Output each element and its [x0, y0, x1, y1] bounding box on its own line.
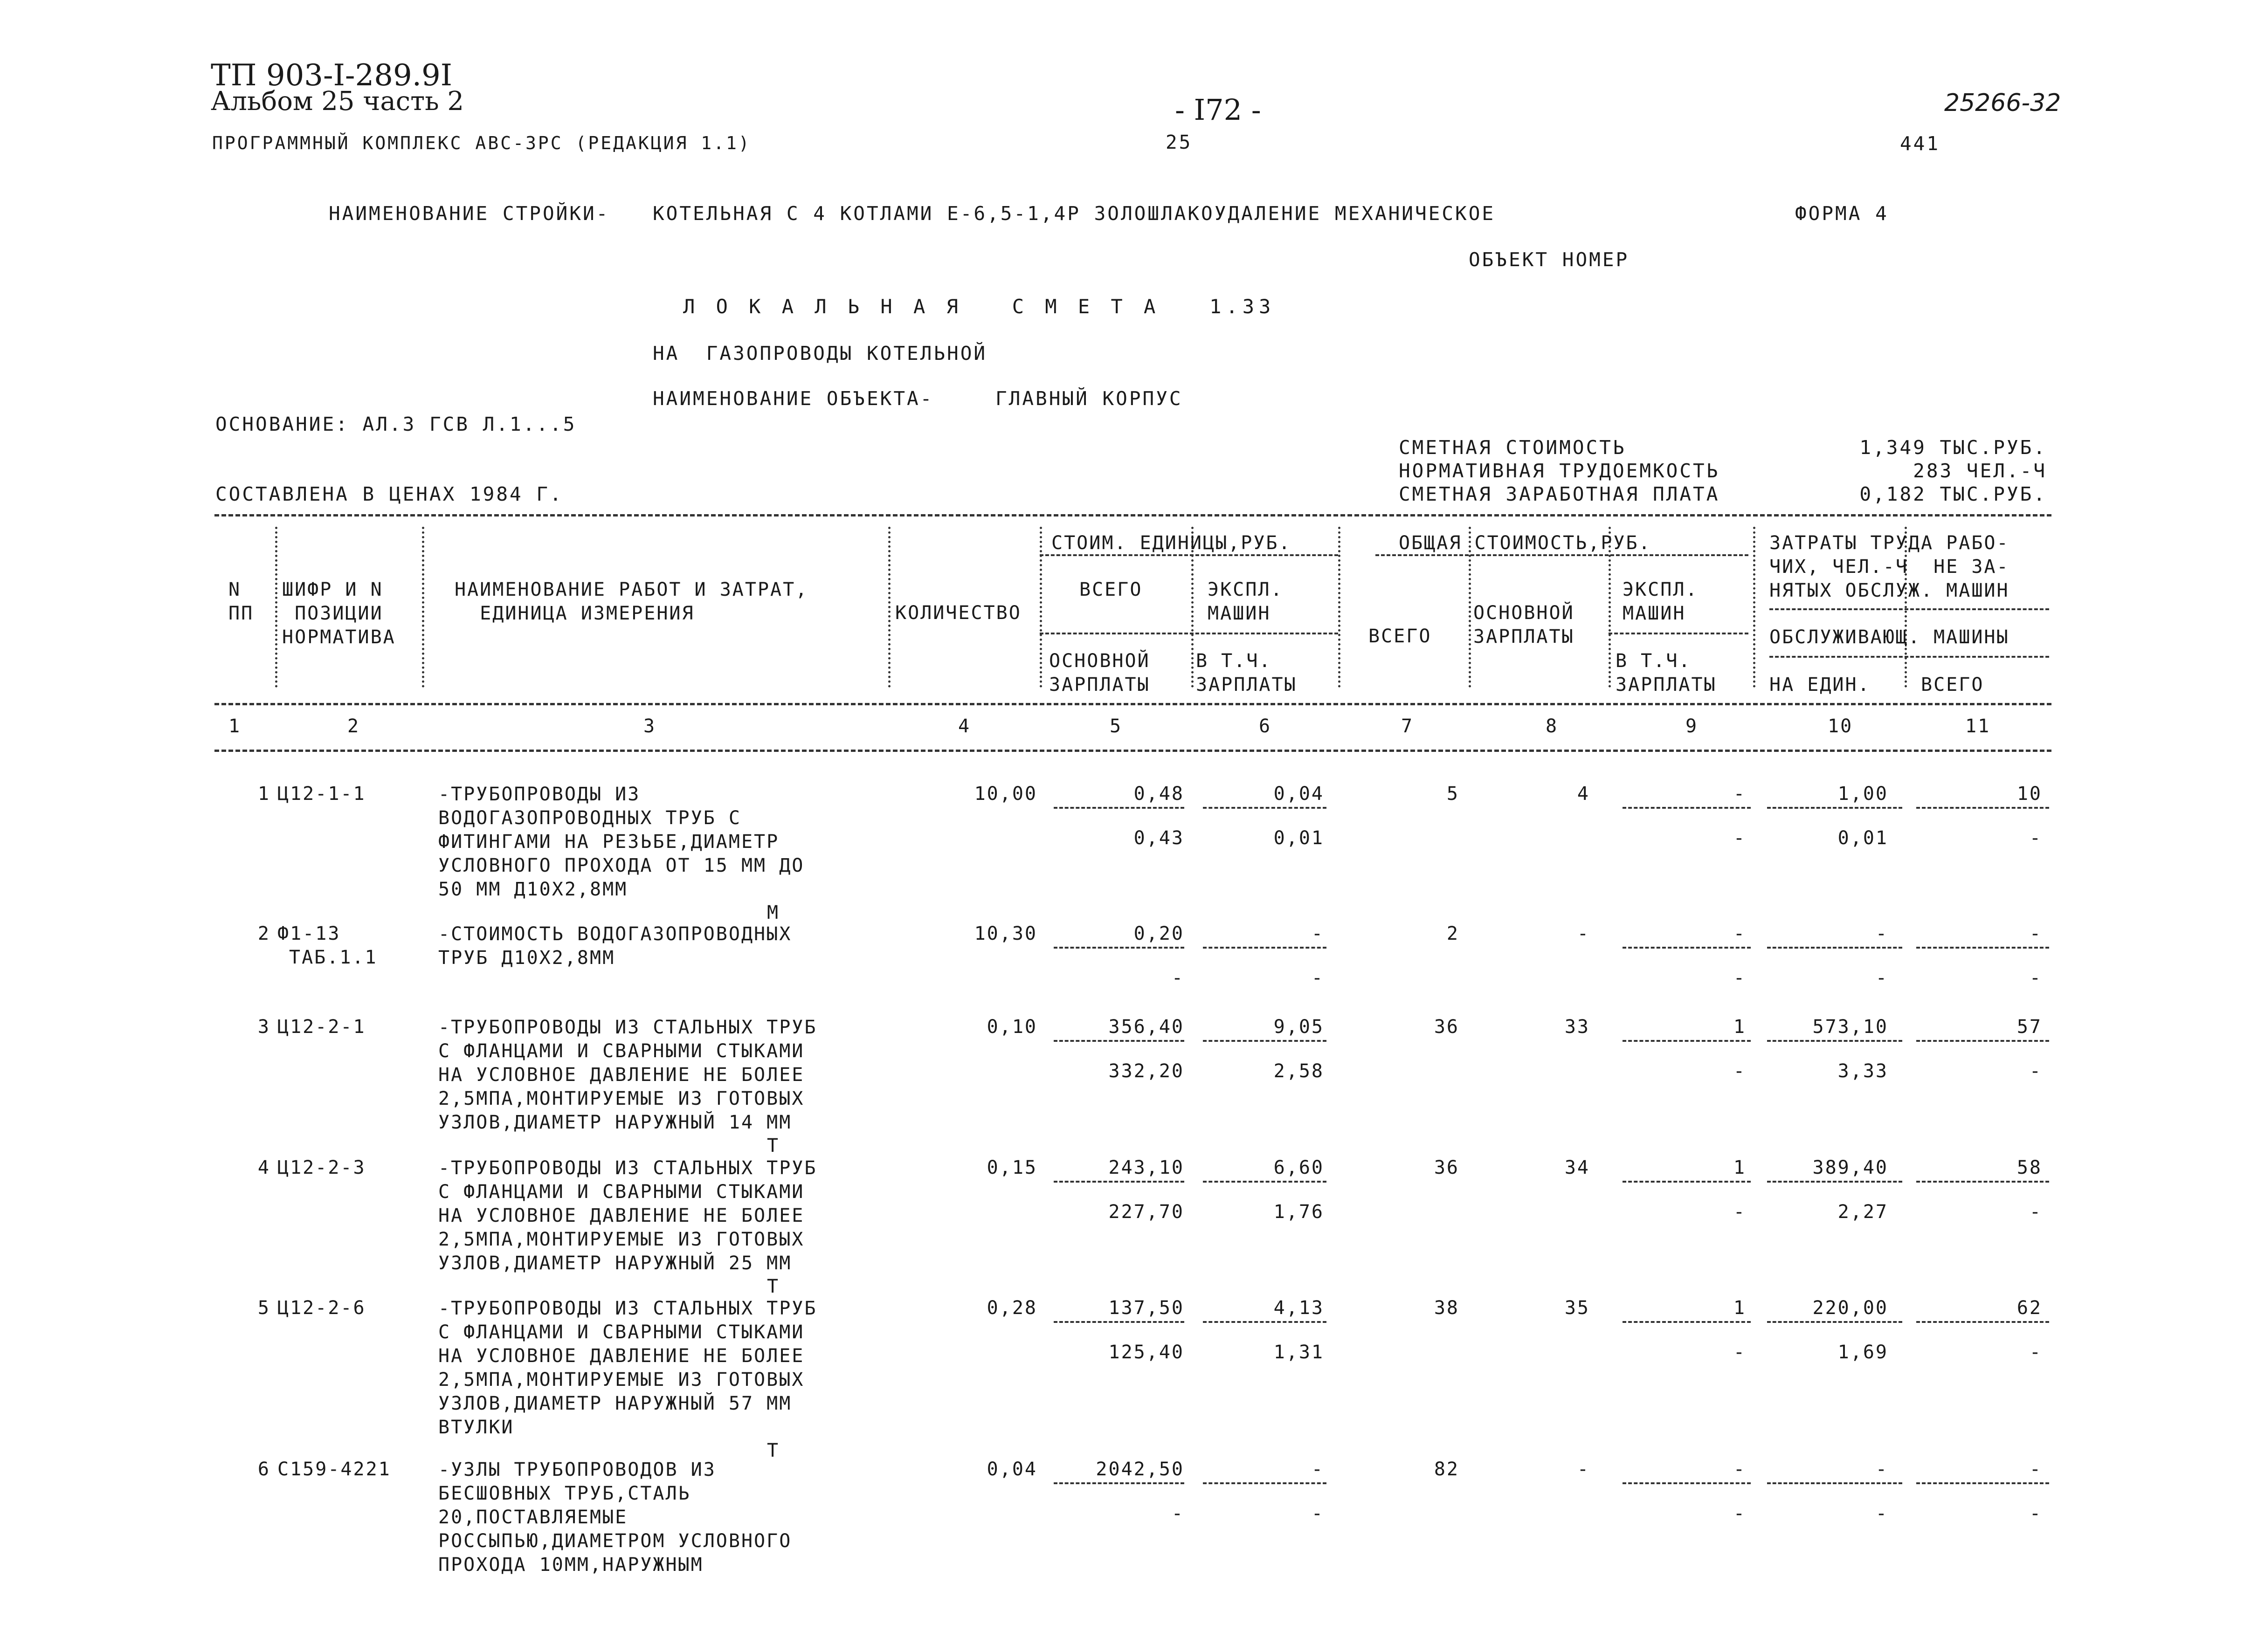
column-number: 7 — [1401, 716, 1414, 737]
th-name: НАИМЕНОВАНИЕ РАБОТ И ЗАТРАТ, ЕДИНИЦА ИЗМЕРЕНИЯ — [455, 579, 808, 624]
row-description: -ТРУБОПРОВОДЫ ИЗ СТАЛЬНЫХ ТРУБ С ФЛАНЦАМИ И СВАРНЫМИ СТЫКАМИ НА УСЛОВНОЕ ДАВЛЕНИЕ НЕ БОЛЕЕ 2,5МПА,МОНТИРУЕМЫЕ ИЗ ГОТОВЫХ УЗЛОВ,ДИАМЕТР НАРУЖНЫЙ 25 ММ — [438, 1157, 817, 1274]
row-code: Ц12-2-3 — [277, 1157, 366, 1178]
cell-rule — [1623, 807, 1751, 809]
row-total: 82 — [1434, 1459, 1459, 1480]
row-labor-total: - — [2029, 923, 2042, 944]
row-unit: М — [767, 902, 780, 923]
th-unit-wage: ОСНОВНОЙ ЗАРПЛАТЫ — [1049, 650, 1150, 695]
row-unit-mach: 4,13 — [1273, 1297, 1324, 1319]
cell-rule — [1623, 1181, 1751, 1183]
cell-rule — [1203, 807, 1326, 809]
rule-top — [214, 514, 2051, 516]
row-labor-mach-total: - — [2029, 827, 2042, 849]
cell-rule — [1916, 1040, 2049, 1042]
cell-rule — [1916, 1482, 2049, 1484]
row-quantity: 0,04 — [987, 1459, 1037, 1480]
row-unit-wage: - — [1171, 1503, 1184, 1524]
row-total-mach-wage: - — [1733, 967, 1746, 989]
rule-numbers-top — [214, 703, 2051, 705]
row-labor-mach-total: - — [2029, 1201, 2042, 1223]
row-unit-mach-wage: - — [1311, 967, 1324, 989]
row-code-extra: ТАБ.1.1 — [289, 947, 378, 968]
row-total-mach: - — [1733, 783, 1746, 805]
summary-label-wage: СМЕТНАЯ ЗАРАБОТНАЯ ПЛАТА — [1399, 483, 1720, 505]
row-labor-unit: - — [1875, 923, 1888, 944]
th-unit-total: ВСЕГО — [1079, 579, 1143, 600]
row-unit-total: 243,10 — [1108, 1157, 1184, 1178]
row-code: С159-4221 — [277, 1459, 391, 1480]
row-unit-mach: 6,60 — [1273, 1157, 1324, 1178]
th-rule-3 — [1040, 633, 1338, 634]
summary-value-labor: 283 ЧЕЛ.-Ч — [1913, 460, 2047, 482]
basis-line: ОСНОВАНИЕ: АЛ.3 ГСВ Л.1...5 — [215, 413, 577, 435]
row-unit-mach-wage: 2,58 — [1273, 1060, 1324, 1082]
th-total-cost: ОБЩАЯ СТОИМОСТЬ,РУБ. — [1399, 532, 1651, 554]
row-unit-total: 0,20 — [1133, 923, 1184, 944]
row-total: 38 — [1434, 1297, 1459, 1319]
cell-rule — [1916, 807, 2049, 809]
row-quantity: 10,30 — [974, 923, 1037, 944]
column-number: 6 — [1259, 716, 1272, 737]
construction-label: НАИМЕНОВАНИЕ СТРОЙКИ- — [329, 202, 610, 225]
row-quantity: 0,28 — [987, 1297, 1037, 1319]
row-unit-mach-wage: 1,76 — [1273, 1201, 1324, 1223]
th-rule-6 — [1769, 656, 2049, 658]
th-unit-mach: ЭКСПЛ. МАШИН — [1208, 579, 1284, 624]
column-number: 8 — [1546, 716, 1559, 737]
row-unit-wage: 0,43 — [1133, 827, 1184, 849]
rule-numbers-bottom — [214, 750, 2051, 752]
column-number: 9 — [1685, 716, 1699, 737]
row-total-mach: - — [1733, 923, 1746, 944]
row-labor-total: 58 — [2016, 1157, 2042, 1178]
row-number: 3 — [257, 1016, 270, 1038]
cell-rule — [1767, 1181, 1902, 1183]
row-unit: Т — [767, 1276, 780, 1297]
row-description: -ТРУБОПРОВОДЫ ИЗ СТАЛЬНЫХ ТРУБ С ФЛАНЦАМИ И СВАРНЫМИ СТЫКАМИ НА УСЛОВНОЕ ДАВЛЕНИЕ НЕ БОЛЕЕ 2,5МПА,МОНТИРУЕМЫЕ ИЗ ГОТОВЫХ УЗЛОВ,ДИАМЕТР НАРУЖНЫЙ 14 ММ — [438, 1017, 817, 1133]
row-total-mach-wage: - — [1733, 827, 1746, 849]
th-quantity: КОЛИЧЕСТВО — [895, 602, 1022, 624]
prices-basis: СОСТАВЛЕНА В ЦЕНАХ 1984 Г. — [215, 483, 563, 505]
row-total-wage: - — [1577, 923, 1590, 944]
row-unit-mach: 0,04 — [1273, 783, 1324, 805]
summary-value-cost: 1,349 ТЫС.РУБ. — [1859, 436, 2047, 459]
summary-value-wage: 0,182 ТЫС.РУБ. — [1859, 483, 2047, 505]
object-label: НАИМЕНОВАНИЕ ОБЪЕКТА- — [653, 387, 934, 410]
row-labor-mach-unit: - — [1875, 967, 1888, 989]
row-description: -СТОИМОСТЬ ВОДОГАЗОПРОВОДНЫХ ТРУБ Д10Х2,8ММ — [438, 923, 792, 969]
row-number: 2 — [257, 923, 270, 944]
cell-rule — [1916, 947, 2049, 949]
row-total-mach-wage: - — [1733, 1342, 1746, 1363]
th-total-mach: ЭКСПЛ. МАШИН — [1623, 579, 1699, 624]
row-labor-unit: 1,00 — [1837, 783, 1888, 805]
cell-rule — [1203, 1181, 1326, 1183]
row-labor-unit: 573,10 — [1812, 1016, 1888, 1038]
row-unit-mach-wage: 0,01 — [1273, 827, 1324, 849]
th-total-mach-wage: В Т.Ч. ЗАРПЛАТЫ — [1616, 650, 1717, 695]
row-unit-wage: 227,70 — [1108, 1201, 1184, 1223]
column-number: 4 — [958, 716, 971, 737]
th-labor-mach: ОБСЛУЖИВАЮЩ. МАШИНЫ — [1769, 626, 2009, 648]
row-code: Ф1-13 — [277, 923, 341, 944]
row-labor-unit: 220,00 — [1812, 1297, 1888, 1319]
row-labor-total: 10 — [2016, 783, 2042, 805]
row-quantity: 10,00 — [974, 783, 1037, 805]
summary-label-labor: НОРМАТИВНАЯ ТРУДОЕМКОСТЬ — [1399, 460, 1720, 482]
estimate-subject: НА ГАЗОПРОВОДЫ КОТЕЛЬНОЙ — [653, 342, 987, 365]
row-total: 5 — [1446, 783, 1459, 805]
form-label: ФОРМА 4 — [1795, 202, 1889, 225]
row-unit-mach: - — [1311, 1459, 1324, 1480]
row-labor-total: - — [2029, 1459, 2042, 1480]
cell-rule — [1203, 947, 1326, 949]
row-labor-total: 57 — [2016, 1016, 2042, 1038]
row-total-mach: 1 — [1733, 1297, 1746, 1319]
cell-rule — [1916, 1321, 2049, 1323]
row-unit-mach-wage: 1,31 — [1273, 1342, 1324, 1363]
row-labor-mach-total: - — [2029, 1342, 2042, 1363]
row-quantity: 0,10 — [987, 1016, 1037, 1038]
row-labor-mach-unit: - — [1875, 1503, 1888, 1524]
th-labor-total: ВСЕГО — [1921, 674, 1984, 695]
summary-label-cost: СМЕТНАЯ СТОИМОСТЬ — [1399, 436, 1626, 459]
cell-rule — [1054, 1040, 1184, 1042]
row-description: -УЗЛЫ ТРУБОПРОВОДОВ ИЗ БЕСШОВНЫХ ТРУБ,СТАЛЬ 20,ПОСТАВЛЯЕМЫЕ РОССЫПЬЮ,ДИАМЕТРОМ УСЛОВНОГО ПРОХОДА 10ММ,НАРУЖНЫМ — [438, 1459, 792, 1576]
row-code: Ц12-2-6 — [277, 1297, 366, 1319]
row-labor-mach-unit: 3,33 — [1837, 1060, 1888, 1082]
row-code: Ц12-2-1 — [277, 1016, 366, 1038]
th-unit-cost: СТОИМ. ЕДИНИЦЫ,РУБ. — [1051, 532, 1291, 554]
row-number: 1 — [257, 783, 270, 805]
program-name: ПРОГРАММНЫЙ КОМПЛЕКС АВС-3РС (РЕДАКЦИЯ 1.1) — [212, 133, 751, 153]
row-labor-total: 62 — [2016, 1297, 2042, 1319]
column-number: 3 — [643, 716, 656, 737]
column-separator — [1040, 527, 1042, 688]
row-labor-mach-unit: 0,01 — [1837, 827, 1888, 849]
row-total-wage: 33 — [1564, 1016, 1590, 1038]
column-separator — [275, 527, 277, 688]
row-labor-mach-total: - — [2029, 1503, 2042, 1524]
row-labor-mach-unit: 2,27 — [1837, 1201, 1888, 1223]
object-number-label: ОБЪЕКТ НОМЕР — [1469, 248, 1630, 271]
row-total: 36 — [1434, 1016, 1459, 1038]
th-rule-2 — [1375, 554, 1748, 556]
cell-rule — [1916, 1181, 2049, 1183]
row-unit-mach: - — [1311, 923, 1324, 944]
cell-rule — [1203, 1482, 1326, 1484]
row-total-wage: - — [1577, 1459, 1590, 1480]
cell-rule — [1054, 947, 1184, 949]
cell-rule — [1623, 1482, 1751, 1484]
cell-rule — [1767, 1482, 1902, 1484]
row-description: -ТРУБОПРОВОДЫ ИЗ СТАЛЬНЫХ ТРУБ С ФЛАНЦАМИ И СВАРНЫМИ СТЫКАМИ НА УСЛОВНОЕ ДАВЛЕНИЕ НЕ БОЛЕЕ 2,5МПА,МОНТИРУЕМЫЕ ИЗ ГОТОВЫХ УЗЛОВ,ДИАМЕТР НАРУЖНЫЙ 57 ММ ВТУЛКИ — [438, 1298, 817, 1438]
cell-rule — [1767, 947, 1902, 949]
row-unit: Т — [767, 1440, 780, 1461]
column-number: 11 — [1965, 716, 1991, 737]
column-separator — [1753, 527, 1755, 688]
archive-code: 25266-32 — [1944, 89, 2061, 117]
row-code: Ц12-1-1 — [277, 783, 366, 805]
row-total-wage: 34 — [1564, 1157, 1590, 1178]
row-total-mach-wage: - — [1733, 1201, 1746, 1223]
row-total: 36 — [1434, 1157, 1459, 1178]
cell-rule — [1767, 807, 1902, 809]
row-total-wage: 35 — [1564, 1297, 1590, 1319]
row-number: 5 — [257, 1297, 270, 1319]
th-rule-5 — [1769, 608, 2049, 610]
row-total-mach: - — [1733, 1459, 1746, 1480]
row-labor-unit: 389,40 — [1812, 1157, 1888, 1178]
cell-rule — [1767, 1321, 1902, 1323]
row-total-wage: 4 — [1577, 783, 1590, 805]
page-number: - I72 - — [1175, 93, 1261, 127]
column-separator — [422, 527, 424, 688]
row-number: 4 — [257, 1157, 270, 1178]
th-number: N ПП — [228, 579, 254, 624]
th-rule-4 — [1609, 633, 1748, 634]
column-number: 5 — [1110, 716, 1123, 737]
row-unit-wage: 125,40 — [1108, 1342, 1184, 1363]
object-name: ГЛАВНЫЙ КОРПУС — [995, 387, 1183, 410]
row-total-mach-wage: - — [1733, 1503, 1746, 1524]
row-total-mach: 1 — [1733, 1157, 1746, 1178]
th-code: ШИФР И N ПОЗИЦИИ НОРМАТИВА — [282, 579, 396, 648]
row-total: 2 — [1446, 923, 1459, 944]
row-unit-wage: 332,20 — [1108, 1060, 1184, 1082]
row-unit-mach-wage: - — [1311, 1503, 1324, 1524]
th-total-all: ВСЕГО — [1368, 626, 1432, 647]
row-total-mach: 1 — [1733, 1016, 1746, 1038]
project-code: ТП 903-I-289.9I — [211, 58, 453, 93]
cell-rule — [1054, 1181, 1184, 1183]
column-separator — [888, 527, 891, 688]
row-labor-mach-total: - — [2029, 967, 2042, 989]
row-quantity: 0,15 — [987, 1157, 1037, 1178]
cell-rule — [1054, 1321, 1184, 1323]
cell-rule — [1203, 1321, 1326, 1323]
document-title: Л О К А Л Ь Н А Я С М Е Т А 1.33 — [683, 295, 1276, 318]
cell-rule — [1623, 947, 1751, 949]
cell-rule — [1054, 807, 1184, 809]
construction-name: КОТЕЛЬНАЯ С 4 КОТЛАМИ Е-6,5-1,4Р ЗОЛОШЛАКОУДАЛЕНИЕ МЕХАНИЧЕСКОЕ — [653, 202, 1496, 225]
th-rule-1 — [1040, 554, 1338, 556]
album-label: Альбом 25 часть 2 — [211, 86, 464, 117]
cell-rule — [1203, 1040, 1326, 1042]
row-total-mach-wage: - — [1733, 1060, 1746, 1082]
cell-rule — [1623, 1040, 1751, 1042]
th-unit-mach-wage: В Т.Ч. ЗАРПЛАТЫ — [1196, 650, 1297, 695]
th-labor: ЗАТРАТЫ ТРУДА РАБО- ЧИХ, ЧЕЛ.-Ч НЕ ЗА- НЯТЫХ ОБСЛУЖ. МАШИН — [1769, 532, 2009, 601]
row-labor-mach-total: - — [2029, 1060, 2042, 1082]
cell-rule — [1054, 1482, 1184, 1484]
row-unit-total: 356,40 — [1108, 1016, 1184, 1038]
row-number: 6 — [257, 1459, 270, 1480]
column-number: 1 — [228, 716, 242, 737]
cell-rule — [1767, 1040, 1902, 1042]
sheet-number: 25 — [1166, 131, 1193, 153]
row-unit: Т — [767, 1135, 780, 1156]
row-labor-mach-unit: 1,69 — [1837, 1342, 1888, 1363]
cell-rule — [1623, 1321, 1751, 1323]
row-unit-total: 2042,50 — [1096, 1459, 1184, 1480]
th-total-wage: ОСНОВНОЙ ЗАРПЛАТЫ — [1473, 602, 1574, 647]
row-unit-wage: - — [1171, 967, 1184, 989]
program-number: 441 — [1900, 132, 1940, 155]
row-description: -ТРУБОПРОВОДЫ ИЗ ВОДОГАЗОПРОВОДНЫХ ТРУБ С ФИТИНГАМИ НА РЕЗЬБЕ,ДИАМЕТР УСЛОВНОГО ПРОХОДА ОТ 15 ММ ДО 50 ММ Д10Х2,8ММ — [438, 784, 805, 900]
column-separator — [1338, 527, 1340, 688]
column-number: 2 — [347, 716, 360, 737]
row-unit-total: 0,48 — [1133, 783, 1184, 805]
row-unit-mach: 9,05 — [1273, 1016, 1324, 1038]
row-unit-total: 137,50 — [1108, 1297, 1184, 1319]
column-number: 10 — [1828, 716, 1853, 737]
row-labor-unit: - — [1875, 1459, 1888, 1480]
th-labor-unit: НА ЕДИН. — [1769, 674, 1871, 695]
